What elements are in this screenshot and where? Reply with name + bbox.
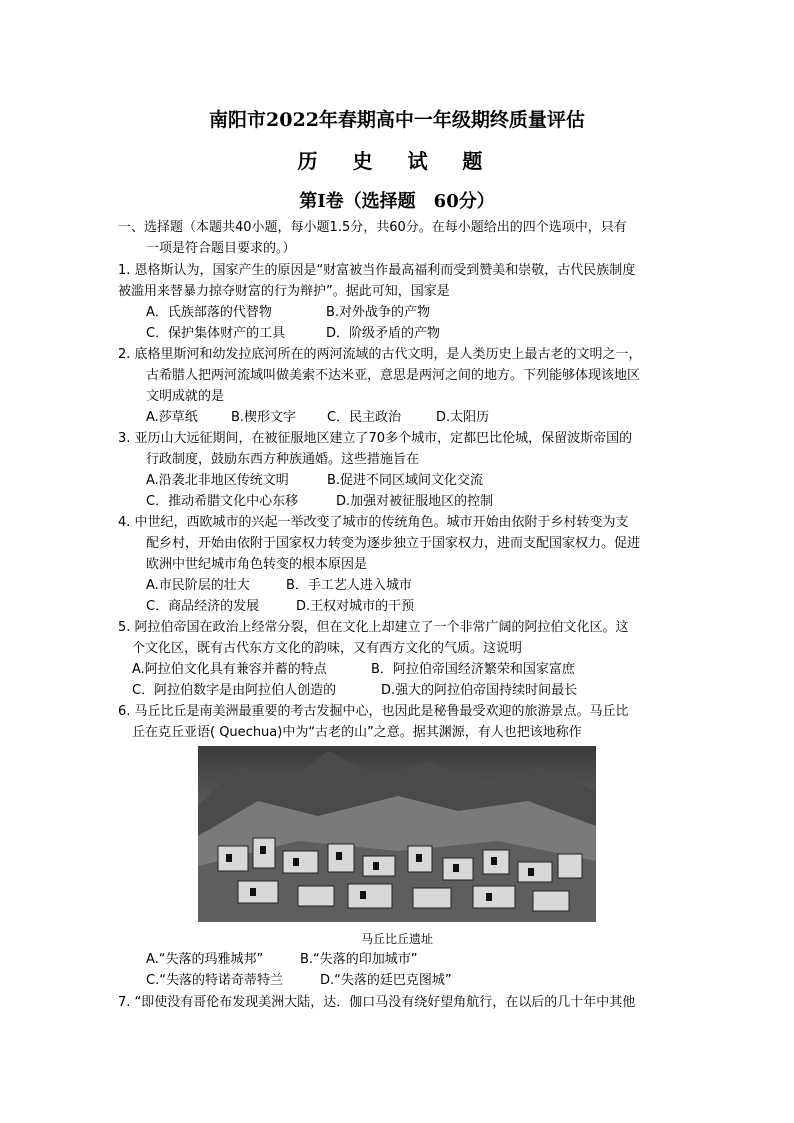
- question-5-option-d: D.强大的阿拉伯帝国持续时间最长: [381, 683, 578, 698]
- question-2-line-2: 古希腊人把两河流域叫做美索不达米亚，意思是两河之间的地方。下列能够体现该地区: [146, 368, 641, 383]
- question-2-option-a: A.莎草纸: [146, 410, 198, 425]
- question-2-option-b: B.楔形文字: [231, 410, 297, 425]
- question-5-option-c: C．阿拉伯数字是由阿拉伯人创造的: [132, 683, 337, 698]
- question-2-option-c: C．民主政治: [327, 410, 402, 425]
- machu-picchu-photo: [198, 746, 596, 922]
- question-6-line-2: 丘在克丘亚语( Quechua)中为“古老的山”之意。据其渊源，有人也把该地称作: [132, 725, 582, 740]
- question-4-option-d: D.王权对城市的干预: [296, 599, 415, 614]
- question-2-line-1: 2. 底格里斯河和幼发拉底河所在的两河流域的古代文明，是人类历史上最古老的文明之一，: [118, 347, 642, 362]
- question-5-line-2: 个文化区，既有古代东方文化的韵味，又有西方文化的气质。这说明: [132, 641, 523, 656]
- question-6-option-a: A.“失落的玛雅城邦”: [146, 952, 264, 967]
- question-6-option-c: C.“失落的特诺奇蒂特兰: [146, 973, 283, 988]
- photo-caption: 马丘比丘遗址: [360, 932, 433, 946]
- question-6-option-b: B.“失落的印加城市”: [300, 952, 418, 967]
- question-3-option-a: A.沿袭北非地区传统文明: [146, 473, 289, 488]
- question-1-option-a: A．氏族部落的代替物: [146, 305, 272, 320]
- subject-title: 历 史 试 题: [297, 149, 497, 173]
- question-4-option-a: A.市民阶层的壮大: [146, 578, 250, 593]
- question-2-line-3: 文明成就的是: [146, 389, 225, 404]
- question-3-option-c: C．推动希腊文化中心东移: [146, 494, 299, 509]
- question-3-option-d: D.加强对被征服地区的控制: [336, 494, 494, 509]
- question-4-line-1: 4. 中世纪，西欧城市的兴起一举改变了城市的传统角色。城市开始由依附于乡村转变为支: [118, 515, 629, 530]
- question-2-option-d: D.太阳历: [436, 410, 490, 425]
- question-5-option-a: A.阿拉伯文化具有兼容并蓄的特点: [132, 662, 327, 677]
- instructions-line-2: 一项是符合题目要求的。）: [146, 241, 296, 256]
- question-4-line-2: 配乡村，开始由依附于国家权力转变为逐步独立于国家权力，进而支配国家权力。促进: [146, 536, 641, 551]
- question-6-line-1: 6. 马丘比丘是南美洲最重要的考古发掘中心，也因此是秘鲁最受欢迎的旅游景点。马丘比: [118, 704, 629, 719]
- question-3-line-1: 3. 亚历山大远征期间，在被征服地区建立了70多个城市，定都巴比伦城，保留波斯帝国的: [118, 431, 633, 446]
- question-1-option-d: D．阶级矛盾的产物: [326, 326, 441, 341]
- question-3-line-2: 行政制度，鼓励东西方种族通婚。这些措施旨在: [146, 452, 420, 467]
- question-1-line-1: 1. 恩格斯认为，国家产生的原因是“财富被当作最高福利而受到赞美和崇敬，古代民族制度: [118, 263, 636, 278]
- question-4-line-3: 欧洲中世纪城市角色转变的根本原因是: [146, 557, 368, 572]
- question-4-option-b: B．手工艺人进入城市: [286, 578, 412, 593]
- question-1-option-c: C．保护集体财产的工具: [146, 326, 286, 341]
- question-5-line-1: 5. 阿拉伯帝国在政治上经常分裂，但在文化上却建立了一个非常广阔的阿拉伯文化区。这: [118, 620, 629, 635]
- question-4-option-c: C．商品经济的发展: [146, 599, 260, 614]
- question-3-option-b: B.促进不同区域间文化交流: [327, 473, 484, 488]
- exam-title: 南阳市2022年春期高中一年级期终质量评估: [209, 109, 585, 131]
- question-1-option-b: B.对外战争的产物: [326, 305, 431, 320]
- instructions-line-1: 一、选择题（本题共40小题，每小题1.5分，共60分。在每小题给出的四个选项中，只有: [118, 220, 627, 235]
- question-5-option-b: B．阿拉伯帝国经济繁荣和国家富庶: [371, 662, 575, 677]
- question-7-line-1: 7. “即使没有哥伦布发现美洲大陆，达．伽口马没有绕好望角航行，在以后的几十年中其他: [118, 995, 636, 1010]
- question-1-line-2: 被滥用来替暴力掠夺财富的行为辩护”。据此可知，国家是: [118, 284, 450, 299]
- section-title: 第Ⅰ卷（选择题 60分）: [299, 191, 495, 212]
- question-6-option-d: D.“失落的廷巴克图城”: [320, 973, 452, 988]
